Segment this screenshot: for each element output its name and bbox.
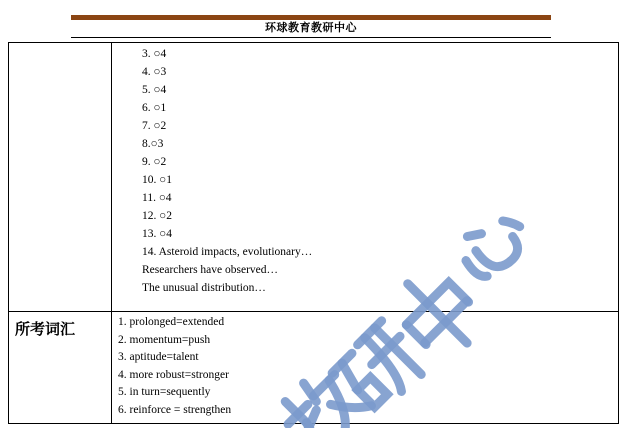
answer-item: 10. ○1 xyxy=(142,174,172,186)
answers-cell xyxy=(112,43,619,312)
answer-item: 11. ○4 xyxy=(142,192,172,204)
answer-item: 13. ○4 xyxy=(142,228,172,240)
answer-item: 9. ○2 xyxy=(142,156,167,168)
answer-item: 8.○3 xyxy=(142,138,164,150)
answer-item: 7. ○2 xyxy=(142,120,167,132)
answer-item: 6. ○1 xyxy=(142,102,167,114)
answer-item: Researchers have observed… xyxy=(142,264,279,276)
vocab-item: 3. aptitude=talent xyxy=(118,351,199,364)
answer-item: 12. ○2 xyxy=(142,210,172,222)
vocab-item: 5. in turn=sequently xyxy=(118,386,211,399)
vocab-item: 4. more robust=stronger xyxy=(118,368,229,381)
content-table xyxy=(8,42,619,424)
answer-item: The unusual distribution… xyxy=(142,282,266,294)
header-rule xyxy=(71,37,551,38)
vocab-item: 2. momentum=push xyxy=(118,333,211,346)
answers-row xyxy=(9,43,619,312)
vocab-label: 所考词汇 xyxy=(15,320,76,338)
answer-item: 5. ○4 xyxy=(142,84,167,96)
vocab-row xyxy=(9,312,619,424)
answer-item: 3. ○4 xyxy=(142,48,167,60)
answer-item: 4. ○3 xyxy=(142,66,167,78)
answer-list xyxy=(112,43,618,311)
vocab-list xyxy=(112,312,618,423)
header-title: 环球教育教研中心 xyxy=(265,21,357,34)
vocab-item: 1. prolonged=extended xyxy=(118,316,225,328)
answer-item: 14. Asteroid impacts, evolutionary… xyxy=(142,246,313,258)
vocab-cell xyxy=(112,312,619,424)
answers-label-cell xyxy=(9,43,112,312)
vocab-item: 6. reinforce = strengthen xyxy=(118,403,232,416)
vocab-label-cell xyxy=(9,312,112,424)
